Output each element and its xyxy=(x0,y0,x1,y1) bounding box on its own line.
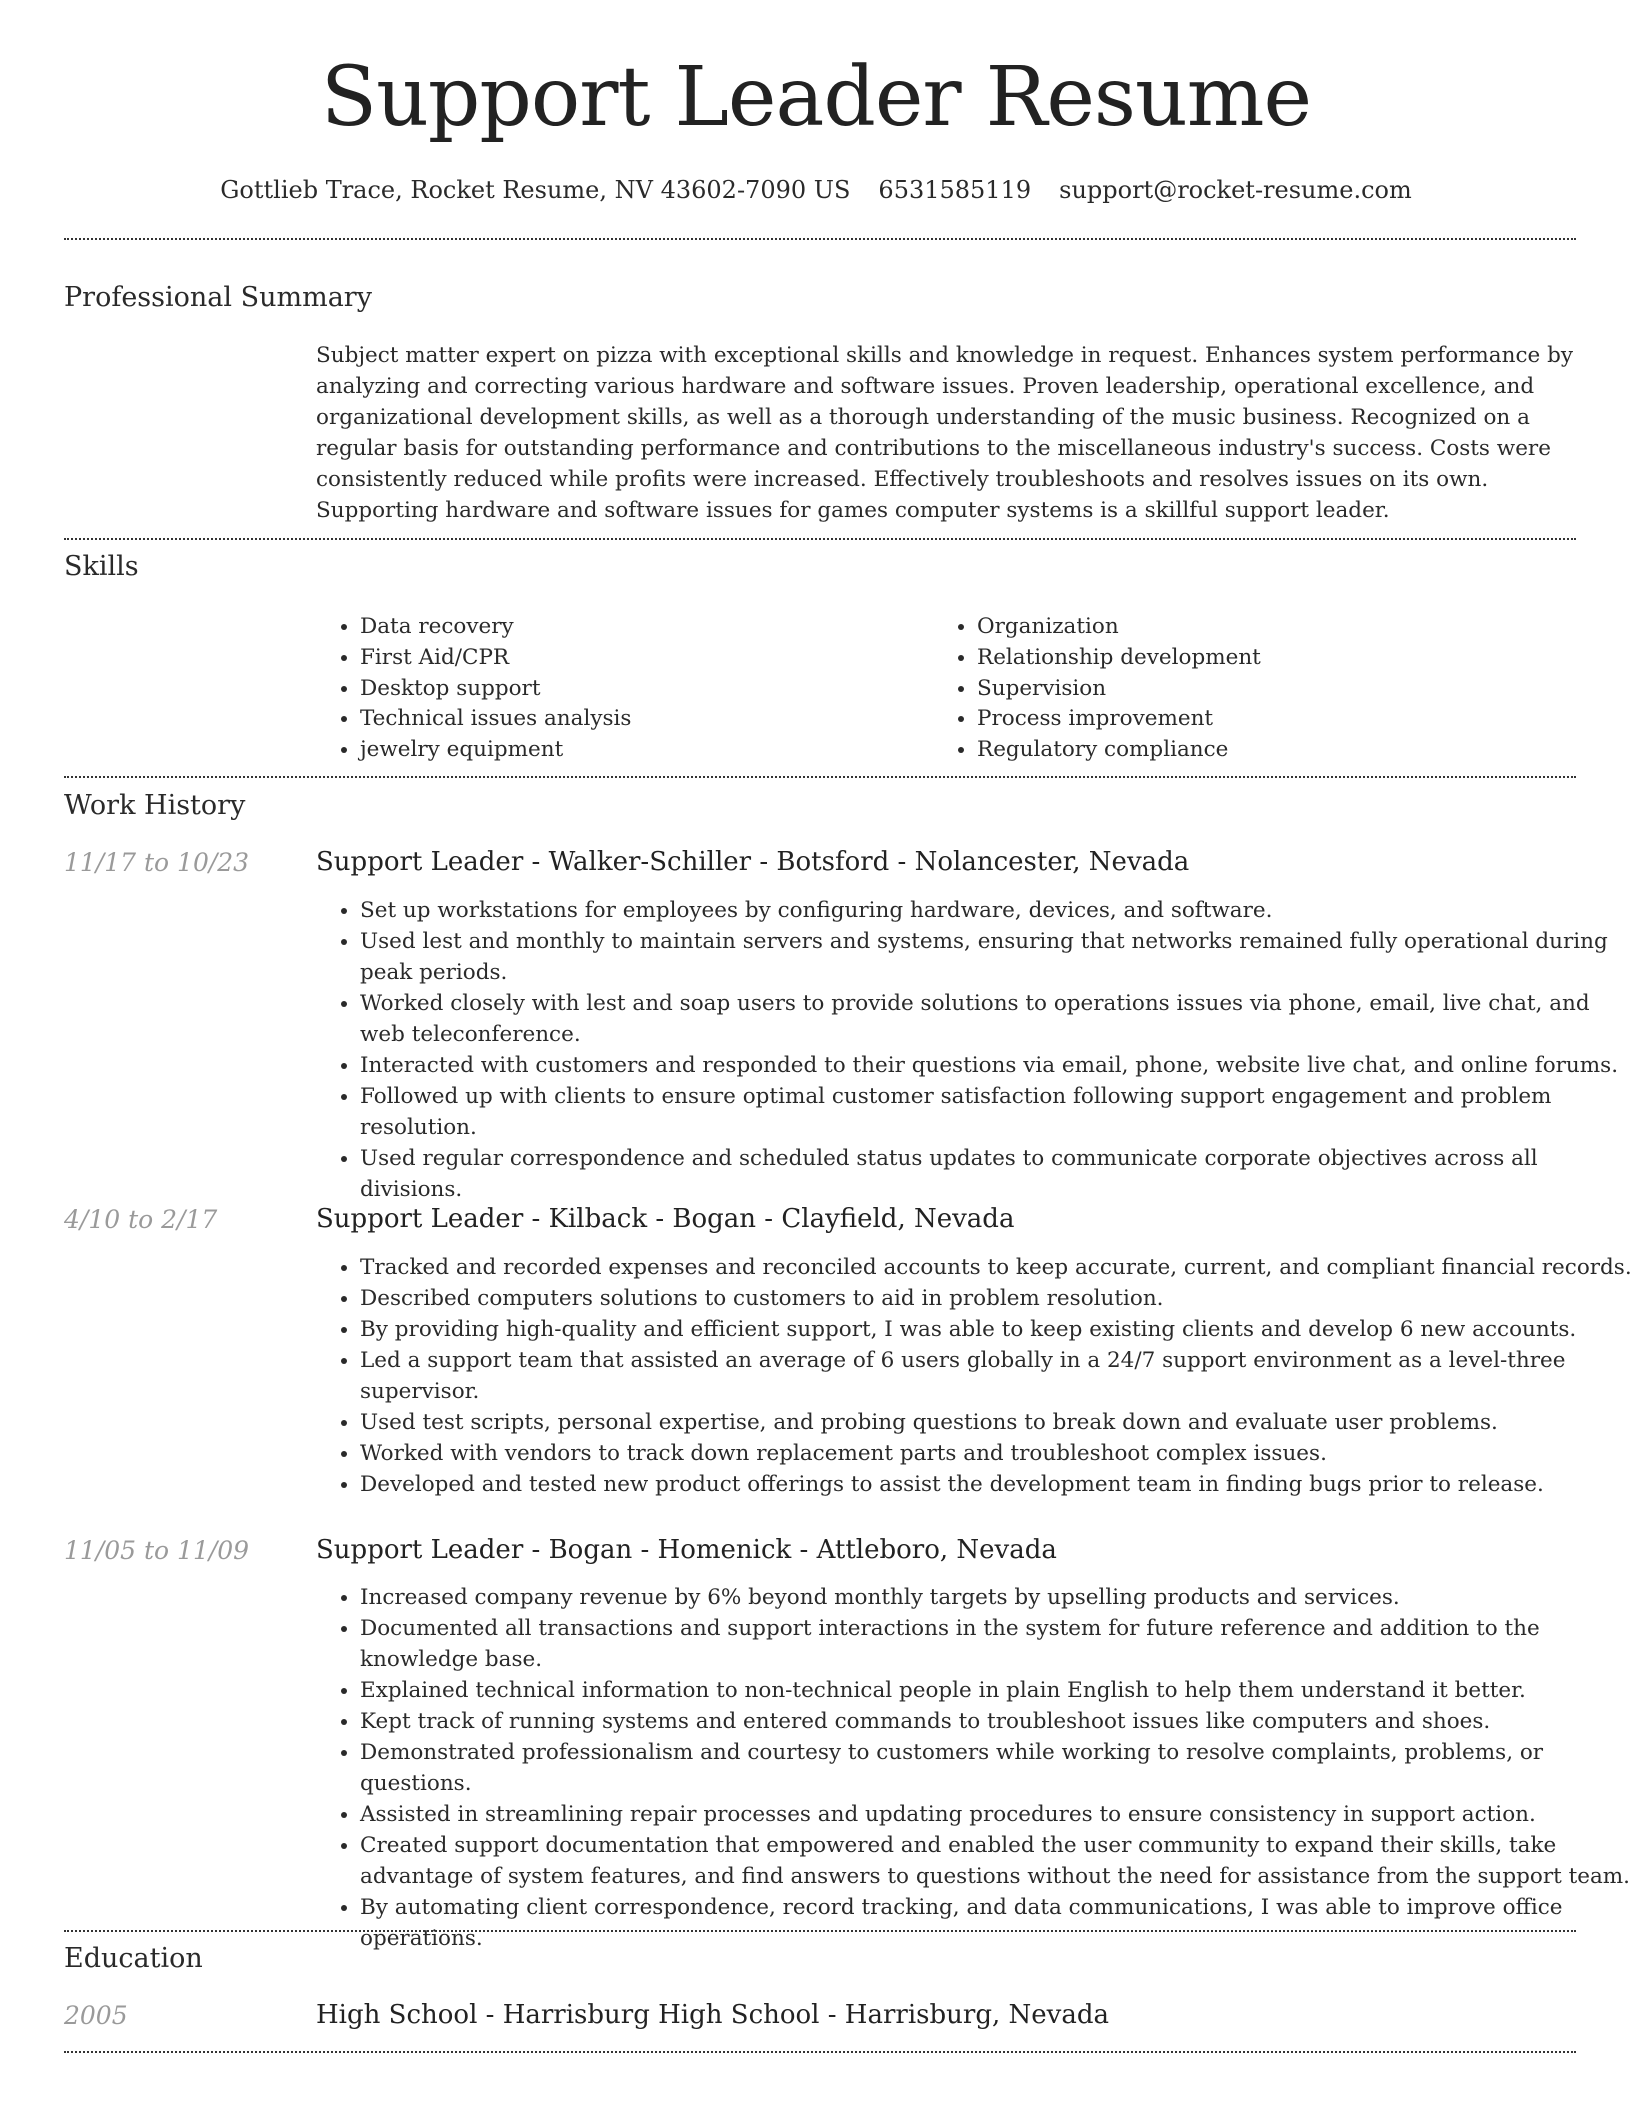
contact-phone: 6531585119 xyxy=(878,176,1032,204)
skill-item: • Relationship development xyxy=(977,643,1537,674)
job-bullet: • Worked with vendors to track down replacement parts and troubleshoot complex issues. xyxy=(360,1438,1632,1469)
section-divider xyxy=(64,776,1576,778)
job-bullet: • Developed and tested new product offerings to assist the development team in finding bugs prior to release. xyxy=(360,1469,1632,1500)
job-bullet: • Used test scripts, personal expertise, and probing questions to break down and evaluate user problems. xyxy=(360,1407,1632,1438)
job-bullet: • Increased company revenue by 6% beyond monthly targets by upselling products and services. xyxy=(360,1582,1632,1613)
skill-item: • Process improvement xyxy=(977,704,1537,735)
job-bullet: • Interacted with customers and responded to their questions via email, phone, website live chat, and online forums. xyxy=(360,1050,1632,1081)
job-bullet: • Assisted in streamlining repair processes and updating procedures to ensure consistency in support action. xyxy=(360,1799,1632,1830)
work-heading: Work History xyxy=(64,790,246,821)
education-heading: Education xyxy=(64,1943,203,1974)
job-bullet: • Worked closely with lest and soap users to provide solutions to operations issues via phone, email, live chat, and web teleconference. xyxy=(360,988,1632,1050)
skills-list-left xyxy=(316,612,880,766)
job-bullet: • Kept track of running systems and entered commands to troubleshoot issues like computers and shoes. xyxy=(360,1706,1632,1737)
job-bullet: • Led a support team that assisted an average of 6 users globally in a 24/7 support environment as a level-three supervisor. xyxy=(360,1345,1632,1407)
skill-item: • Desktop support xyxy=(360,674,880,705)
contact-address: Gottlieb Trace, Rocket Resume, NV 43602-7090 US xyxy=(220,176,851,204)
job-dates: 11/17 to 10/23 xyxy=(64,848,250,877)
section-divider xyxy=(64,538,1576,540)
skill-item: • Organization xyxy=(977,612,1537,643)
job-title: Support Leader - Kilback - Bogan - Clayfield, Nevada xyxy=(316,1204,1015,1234)
section-divider xyxy=(64,1930,1576,1932)
skill-item: • Data recovery xyxy=(360,612,880,643)
job-bullet: • Used lest and monthly to maintain servers and systems, ensuring that networks remained fully operational during peak periods. xyxy=(360,926,1632,988)
job-bullet: • By automating client correspondence, record tracking, and data communications, I was able to improve office operations. xyxy=(360,1892,1632,1954)
education-title: High School - Harrisburg High School - Harrisburg, Nevada xyxy=(316,2000,1109,2030)
job-bullet: • Set up workstations for employees by configuring hardware, devices, and software. xyxy=(360,895,1632,926)
education-year: 2005 xyxy=(64,2001,128,2030)
job-bullet: • Described computers solutions to customers to aid in problem resolution. xyxy=(360,1283,1632,1314)
summary-heading: Professional Summary xyxy=(64,282,372,313)
job-title: Support Leader - Bogan - Homenick - Attleboro, Nevada xyxy=(316,1535,1057,1565)
job-bullet: • Created support documentation that empowered and enabled the user community to expand their skills, take advantage of system features, and find answers to questions without the need for assistance from the support team. xyxy=(360,1830,1632,1892)
skills-list-right xyxy=(933,612,1537,766)
job-bullet: • Tracked and recorded expenses and reconciled accounts to keep accurate, current, and compliant financial records. xyxy=(360,1252,1632,1283)
section-divider xyxy=(64,2051,1576,2053)
resume-title: Support Leader Resume xyxy=(320,50,1312,145)
job-bullet: • Explained technical information to non-technical people in plain English to help them understand it better. xyxy=(360,1675,1632,1706)
job-bullets xyxy=(316,1582,1632,1954)
skill-item: • Technical issues analysis xyxy=(360,704,880,735)
job-dates: 4/10 to 2/17 xyxy=(64,1205,218,1234)
skills-heading: Skills xyxy=(64,551,139,582)
job-bullet: • Followed up with clients to ensure optimal customer satisfaction following support engagement and problem resolution. xyxy=(360,1081,1632,1143)
job-bullet: • Documented all transactions and support interactions in the system for future reference and addition to the knowledge base. xyxy=(360,1613,1632,1675)
job-bullets xyxy=(316,895,1632,1205)
job-bullets xyxy=(316,1252,1632,1500)
job-dates: 11/05 to 11/09 xyxy=(64,1536,250,1565)
summary-text: Subject matter expert on pizza with exceptional skills and knowledge in request. Enhances system performance by analyzing and correcting various hardware and software issues. Proven leadership, operational excellence, and organizational development skills, as well as a thorough understanding of the music business. Recognized on a regular basis for outstanding performance and contributions to the miscellaneous industry's success. Costs were consistently reduced while profits were increased. Effectively troubleshoots and resolves issues on its own. Supporting hardware and software issues for games computer systems is a skillful support leader. xyxy=(316,343,1573,523)
skill-item: • Supervision xyxy=(977,674,1537,705)
section-divider xyxy=(64,238,1576,240)
job-bullet: • Demonstrated professionalism and courtesy to customers while working to resolve complaints, problems, or questions. xyxy=(360,1737,1632,1799)
skill-item: • jewelry equipment xyxy=(360,735,880,766)
job-bullet: • By providing high-quality and efficient support, I was able to keep existing clients and develop 6 new accounts. xyxy=(360,1314,1632,1345)
skill-item: • Regulatory compliance xyxy=(977,735,1537,766)
job-title: Support Leader - Walker-Schiller - Botsford - Nolancester, Nevada xyxy=(316,847,1190,877)
skill-item: • First Aid/CPR xyxy=(360,643,880,674)
contact-line xyxy=(0,170,1632,210)
contact-email: support@rocket-resume.com xyxy=(1059,176,1412,204)
job-bullet: • Used regular correspondence and scheduled status updates to communicate corporate objectives across all divisions. xyxy=(360,1143,1632,1205)
